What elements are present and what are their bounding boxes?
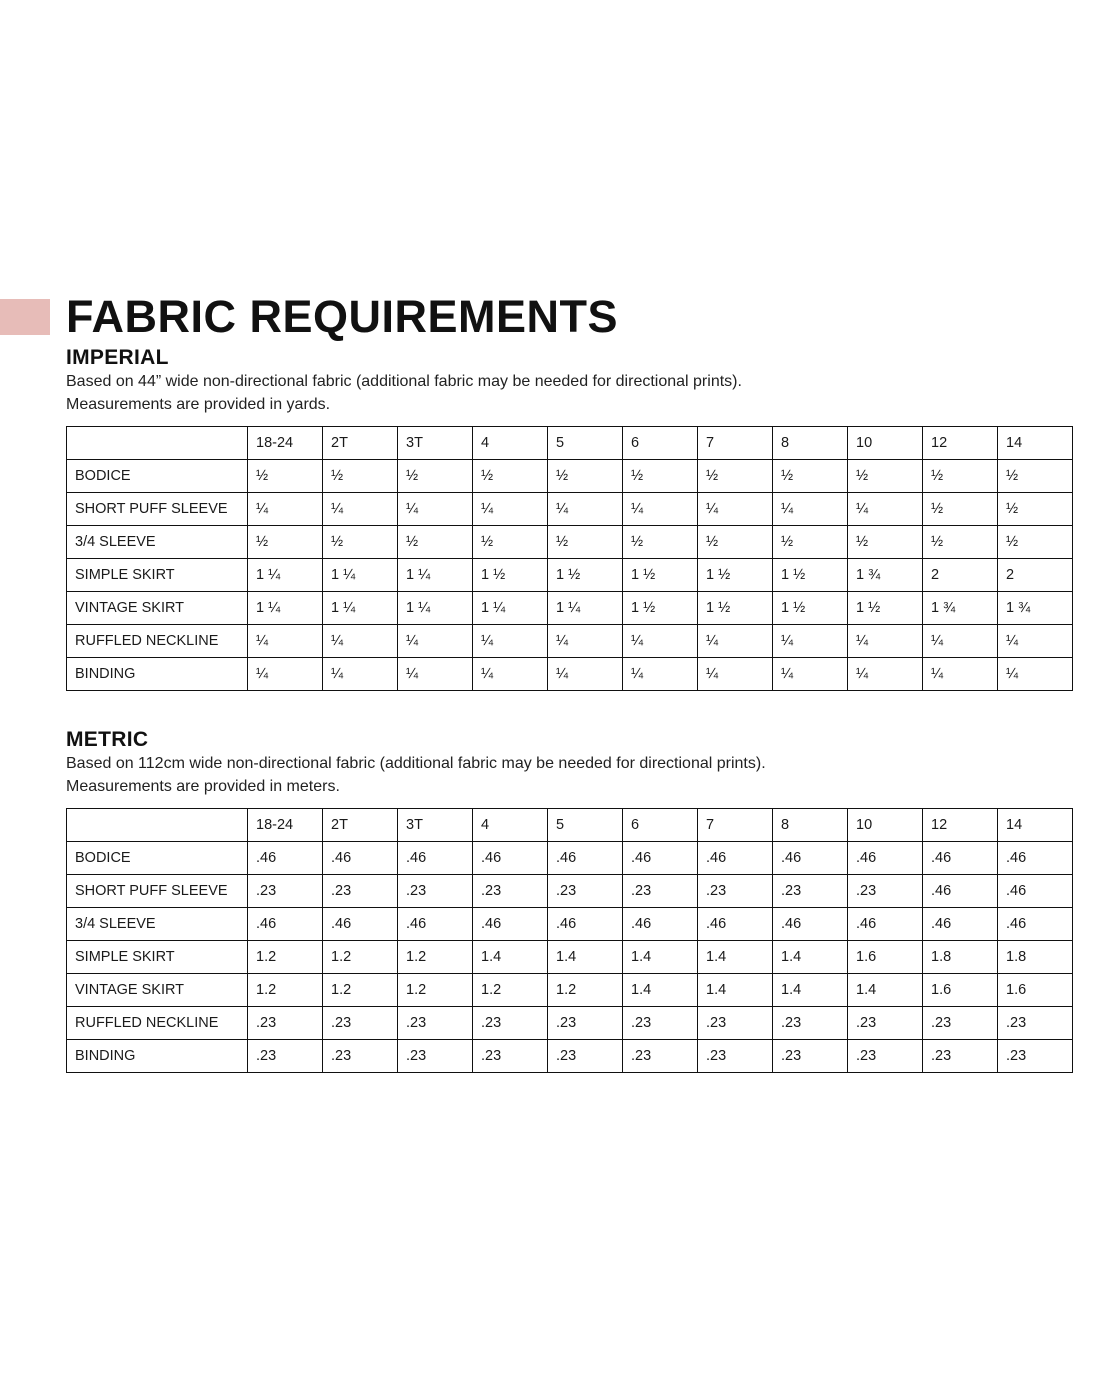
value-cell: .23 <box>473 1007 548 1040</box>
value-cell: .46 <box>773 842 848 875</box>
metric-section <box>66 727 1074 1073</box>
row-label-cell: BINDING <box>67 658 248 691</box>
value-cell: .46 <box>473 842 548 875</box>
value-cell: 1.4 <box>698 974 773 1007</box>
imperial-table <box>66 426 1073 691</box>
size-header-cell: 14 <box>998 809 1073 842</box>
value-cell: 1 ¼ <box>398 592 473 625</box>
value-cell: .23 <box>773 1007 848 1040</box>
value-cell: 1 ½ <box>698 559 773 592</box>
value-cell: ¼ <box>323 625 398 658</box>
value-cell: ¼ <box>248 658 323 691</box>
row-label-cell: RUFFLED NECKLINE <box>67 625 248 658</box>
table-row <box>67 974 1073 1007</box>
value-cell: .23 <box>773 1040 848 1073</box>
value-cell: .23 <box>698 1040 773 1073</box>
value-cell: ½ <box>473 460 548 493</box>
size-header-cell: 3T <box>398 809 473 842</box>
table-row <box>67 460 1073 493</box>
value-cell: ½ <box>398 460 473 493</box>
value-cell: .23 <box>848 1040 923 1073</box>
table-row <box>67 842 1073 875</box>
size-header-cell: 6 <box>623 809 698 842</box>
value-cell: ¼ <box>773 493 848 526</box>
value-cell: .23 <box>548 1007 623 1040</box>
value-cell: 1.8 <box>923 941 998 974</box>
value-cell: .46 <box>848 908 923 941</box>
value-cell: ½ <box>998 526 1073 559</box>
table-row <box>67 625 1073 658</box>
value-cell: 1 ¾ <box>998 592 1073 625</box>
table-row <box>67 875 1073 908</box>
value-cell: .23 <box>623 1040 698 1073</box>
value-cell: .46 <box>248 842 323 875</box>
value-cell: 1.6 <box>923 974 998 1007</box>
value-cell: .46 <box>698 842 773 875</box>
value-cell: 1.4 <box>623 974 698 1007</box>
value-cell: .23 <box>923 1040 998 1073</box>
value-cell: .23 <box>323 1040 398 1073</box>
value-cell: ¼ <box>398 625 473 658</box>
value-cell: .46 <box>548 908 623 941</box>
value-cell: ¼ <box>473 625 548 658</box>
value-cell: ¼ <box>323 658 398 691</box>
size-header-cell: 14 <box>998 427 1073 460</box>
size-header-cell: 5 <box>548 427 623 460</box>
value-cell: .23 <box>248 875 323 908</box>
row-label-cell: SHORT PUFF SLEEVE <box>67 493 248 526</box>
value-cell: 1 ½ <box>773 592 848 625</box>
value-cell: 1 ½ <box>623 592 698 625</box>
table-row <box>67 941 1073 974</box>
value-cell: ¼ <box>848 493 923 526</box>
row-label-cell: VINTAGE SKIRT <box>67 592 248 625</box>
size-header-cell: 2T <box>323 809 398 842</box>
size-header-cell: 4 <box>473 809 548 842</box>
value-cell: 1.4 <box>773 974 848 1007</box>
value-cell: ½ <box>698 460 773 493</box>
size-header-cell: 5 <box>548 809 623 842</box>
size-header-cell: 7 <box>698 427 773 460</box>
value-cell: 2 <box>923 559 998 592</box>
value-cell: 1 ¼ <box>248 592 323 625</box>
value-cell: ¼ <box>623 493 698 526</box>
value-cell: 1.2 <box>323 941 398 974</box>
value-cell: 1 ¼ <box>548 592 623 625</box>
value-cell: ½ <box>773 526 848 559</box>
value-cell: .23 <box>848 1007 923 1040</box>
value-cell: .46 <box>923 875 998 908</box>
size-header-cell: 8 <box>773 809 848 842</box>
size-header-cell: 3T <box>398 427 473 460</box>
value-cell: 1.2 <box>473 974 548 1007</box>
value-cell: .23 <box>398 875 473 908</box>
imperial-heading: IMPERIAL <box>66 346 169 369</box>
size-header-cell: 12 <box>923 427 998 460</box>
value-cell: .46 <box>398 908 473 941</box>
value-cell: 1 ¼ <box>248 559 323 592</box>
value-cell: 1 ¼ <box>323 559 398 592</box>
value-cell: .46 <box>623 842 698 875</box>
value-cell: ½ <box>998 460 1073 493</box>
table-row <box>67 908 1073 941</box>
value-cell: ¼ <box>473 658 548 691</box>
value-cell: .23 <box>323 875 398 908</box>
row-label-cell: SIMPLE SKIRT <box>67 941 248 974</box>
value-cell: 1 ½ <box>473 559 548 592</box>
title-accent-bar <box>0 299 50 335</box>
value-cell: .23 <box>698 875 773 908</box>
value-cell: .23 <box>473 875 548 908</box>
value-cell: ½ <box>923 460 998 493</box>
value-cell: ½ <box>998 493 1073 526</box>
table-row <box>67 526 1073 559</box>
value-cell: ½ <box>923 526 998 559</box>
value-cell: .23 <box>248 1040 323 1073</box>
value-cell: ½ <box>923 493 998 526</box>
value-cell: ¼ <box>548 493 623 526</box>
value-cell: ¼ <box>248 493 323 526</box>
value-cell: ¼ <box>398 658 473 691</box>
row-label-cell: VINTAGE SKIRT <box>67 974 248 1007</box>
value-cell: 1 ½ <box>773 559 848 592</box>
size-header-cell: 8 <box>773 427 848 460</box>
value-cell: .46 <box>923 842 998 875</box>
value-cell: .23 <box>323 1007 398 1040</box>
value-cell: ¼ <box>698 625 773 658</box>
value-cell: .23 <box>623 1007 698 1040</box>
value-cell: ½ <box>323 526 398 559</box>
size-header-cell: 7 <box>698 809 773 842</box>
value-cell: .46 <box>773 908 848 941</box>
value-cell: ½ <box>473 526 548 559</box>
value-cell: ½ <box>623 460 698 493</box>
value-cell: 2 <box>998 559 1073 592</box>
size-header-cell: 2T <box>323 427 398 460</box>
value-cell: .23 <box>248 1007 323 1040</box>
value-cell: ¼ <box>623 625 698 658</box>
value-cell: 1 ¾ <box>923 592 998 625</box>
row-label-cell: SHORT PUFF SLEEVE <box>67 875 248 908</box>
corner-cell <box>67 427 248 460</box>
size-header-cell: 10 <box>848 809 923 842</box>
metric-heading: METRIC <box>66 728 149 751</box>
value-cell: .46 <box>548 842 623 875</box>
size-header-cell: 12 <box>923 809 998 842</box>
value-cell: ¼ <box>548 625 623 658</box>
value-cell: ¼ <box>773 625 848 658</box>
value-cell: .23 <box>998 1007 1073 1040</box>
value-cell: .23 <box>548 1040 623 1073</box>
table-row <box>67 1007 1073 1040</box>
imperial-header-row <box>67 427 1073 460</box>
metric-description-line-2: Measurements are provided in meters. <box>66 777 340 795</box>
value-cell: .23 <box>398 1040 473 1073</box>
value-cell: .23 <box>848 875 923 908</box>
value-cell: ¼ <box>998 625 1073 658</box>
page-title: FABRIC REQUIREMENTS <box>66 291 619 342</box>
value-cell: .23 <box>773 875 848 908</box>
value-cell: .23 <box>473 1040 548 1073</box>
row-label-cell: 3/4 SLEEVE <box>67 908 248 941</box>
value-cell: 1.4 <box>548 941 623 974</box>
value-cell: 1.8 <box>998 941 1073 974</box>
value-cell: 1 ¼ <box>398 559 473 592</box>
value-cell: ½ <box>323 460 398 493</box>
value-cell: .46 <box>998 875 1073 908</box>
size-header-cell: 6 <box>623 427 698 460</box>
value-cell: .46 <box>323 842 398 875</box>
value-cell: 1.4 <box>698 941 773 974</box>
value-cell: 1.2 <box>398 941 473 974</box>
size-header-cell: 18-24 <box>248 427 323 460</box>
table-row <box>67 493 1073 526</box>
value-cell: .46 <box>698 908 773 941</box>
table-row <box>67 658 1073 691</box>
value-cell: ¼ <box>398 493 473 526</box>
value-cell: .46 <box>323 908 398 941</box>
value-cell: 1 ½ <box>698 592 773 625</box>
value-cell: 1 ¼ <box>473 592 548 625</box>
imperial-section <box>66 345 1074 691</box>
value-cell: ¼ <box>848 658 923 691</box>
value-cell: 1.6 <box>848 941 923 974</box>
value-cell: .23 <box>398 1007 473 1040</box>
value-cell: .23 <box>548 875 623 908</box>
value-cell: ¼ <box>773 658 848 691</box>
value-cell: 1.4 <box>848 974 923 1007</box>
value-cell: 1.2 <box>548 974 623 1007</box>
value-cell: ¼ <box>698 658 773 691</box>
value-cell: ½ <box>848 526 923 559</box>
value-cell: 1.2 <box>248 974 323 1007</box>
value-cell: ¼ <box>548 658 623 691</box>
metric-table <box>66 808 1073 1073</box>
value-cell: .23 <box>923 1007 998 1040</box>
table-row <box>67 559 1073 592</box>
row-label-cell: SIMPLE SKIRT <box>67 559 248 592</box>
size-header-cell: 18-24 <box>248 809 323 842</box>
value-cell: ½ <box>398 526 473 559</box>
value-cell: ¼ <box>623 658 698 691</box>
value-cell: ½ <box>548 460 623 493</box>
value-cell: .23 <box>623 875 698 908</box>
value-cell: ½ <box>773 460 848 493</box>
value-cell: 1.4 <box>623 941 698 974</box>
row-label-cell: BODICE <box>67 460 248 493</box>
value-cell: .46 <box>923 908 998 941</box>
metric-header-row <box>67 809 1073 842</box>
value-cell: 1.4 <box>473 941 548 974</box>
value-cell: 1 ¼ <box>323 592 398 625</box>
value-cell: ¼ <box>473 493 548 526</box>
table-row <box>67 592 1073 625</box>
value-cell: .23 <box>998 1040 1073 1073</box>
value-cell: ¼ <box>998 658 1073 691</box>
row-label-cell: BINDING <box>67 1040 248 1073</box>
value-cell: ¼ <box>923 658 998 691</box>
value-cell: ¼ <box>848 625 923 658</box>
value-cell: 1 ¾ <box>848 559 923 592</box>
corner-cell <box>67 809 248 842</box>
value-cell: .46 <box>998 842 1073 875</box>
value-cell: ¼ <box>698 493 773 526</box>
imperial-description-line-2: Measurements are provided in yards. <box>66 395 331 413</box>
value-cell: ½ <box>848 460 923 493</box>
value-cell: 1.2 <box>398 974 473 1007</box>
metric-description-line-1: Based on 112cm wide non-directional fabric (additional fabric may be needed for directional prints). <box>66 755 766 772</box>
value-cell: ½ <box>698 526 773 559</box>
value-cell: 1.6 <box>998 974 1073 1007</box>
value-cell: ½ <box>548 526 623 559</box>
row-label-cell: 3/4 SLEEVE <box>67 526 248 559</box>
value-cell: 1 ½ <box>623 559 698 592</box>
value-cell: .23 <box>698 1007 773 1040</box>
value-cell: .46 <box>848 842 923 875</box>
value-cell: .46 <box>248 908 323 941</box>
value-cell: .46 <box>998 908 1073 941</box>
value-cell: .46 <box>398 842 473 875</box>
value-cell: ½ <box>248 460 323 493</box>
value-cell: 1.4 <box>773 941 848 974</box>
value-cell: .46 <box>473 908 548 941</box>
imperial-description-line-1: Based on 44” wide non-directional fabric (additional fabric may be needed for directional prints). <box>66 373 742 390</box>
row-label-cell: BODICE <box>67 842 248 875</box>
value-cell: ½ <box>623 526 698 559</box>
value-cell: .46 <box>623 908 698 941</box>
value-cell: ¼ <box>323 493 398 526</box>
value-cell: 1.2 <box>323 974 398 1007</box>
value-cell: 1.2 <box>248 941 323 974</box>
row-label-cell: RUFFLED NECKLINE <box>67 1007 248 1040</box>
size-header-cell: 10 <box>848 427 923 460</box>
value-cell: ¼ <box>248 625 323 658</box>
size-header-cell: 4 <box>473 427 548 460</box>
value-cell: 1 ½ <box>548 559 623 592</box>
value-cell: ½ <box>248 526 323 559</box>
table-row <box>67 1040 1073 1073</box>
value-cell: 1 ½ <box>848 592 923 625</box>
value-cell: ¼ <box>923 625 998 658</box>
